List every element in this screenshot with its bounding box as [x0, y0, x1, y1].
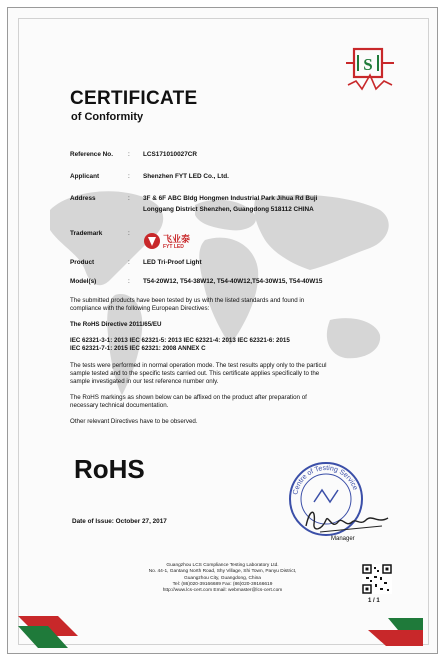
applicant-label: Applicant — [70, 173, 100, 180]
decorative-stripes — [18, 606, 423, 648]
tests-line2: sample tested and to the specific tests carried out. This certificate applies specifically to the — [70, 370, 320, 377]
intro-line1: The submitted products have been tested by us with the listed standards and found in — [70, 297, 305, 304]
footer-phone: Tel: (86)020-39166689 Fax: (86)020-39166619 — [172, 581, 273, 587]
trademark-label: Trademark — [70, 230, 103, 237]
marking-line2: necessary technical documentation. — [70, 402, 169, 409]
address-line1: 3F & 6F ABC Bldg Hongmen Industrial Park Jihua Rd Buji — [143, 195, 318, 202]
reference-colon: : — [128, 151, 130, 158]
tests-line3: sample investigated in our test reference number only. — [70, 378, 219, 385]
trademark-name: 飞业泰 — [163, 234, 191, 244]
footer-web: http://www.lcs-cert.com Email: webmaster@lcs-cert.com — [162, 588, 283, 594]
footer-address1: No. 44-1, Gantang North Road, Shy Village, Shi Town, Panyu District, — [148, 569, 297, 575]
lcs-logo — [344, 45, 396, 97]
manager-label: Manager — [331, 536, 355, 542]
seal-text: Centre of Testing Service — [292, 464, 359, 496]
tests-line1: The tests were performed in normal operation mode. The test results apply only to the particul — [70, 362, 327, 369]
page-number: 1 / 1 — [368, 598, 380, 604]
reference-value: LCS171010027CR — [143, 151, 197, 158]
standards-line1: IEC 62321-3-1: 2013 IEC 62321-5: 2013 IEC 62321-4: 2013 IEC 62321-6: 2015 — [70, 337, 290, 344]
models-value: T54-20W12, T54-38W12, T54-40W12,T54-30W15, T54-40W15 — [143, 278, 323, 285]
certificate-title: CERTIFICATE — [70, 88, 198, 109]
directive-name: The RoHS Directive 2011/65/EU — [70, 321, 162, 328]
standards-line2: IEC 62321-7-1: 2015 IEC 62321: 2008 ANNEX C — [70, 345, 206, 352]
svg-text:S: S — [363, 55, 373, 74]
intro-line2: compliance with the following European Directives: — [70, 305, 210, 312]
models-colon: : — [128, 278, 130, 285]
rohs-mark: RoHS — [74, 454, 145, 484]
product-value: LED Tri-Proof Light — [143, 259, 202, 266]
trademark-sub: FYT LED — [163, 244, 184, 250]
reference-label: Reference No. — [70, 151, 113, 158]
signature — [300, 500, 395, 540]
product-colon: : — [128, 259, 130, 266]
marking-line1: The RoHS markings as shown below can be affixed on the product after preparation of — [70, 394, 307, 401]
applicant-colon: : — [128, 173, 130, 180]
product-label: Product — [70, 259, 95, 266]
trademark-colon: : — [128, 230, 130, 237]
address-colon: : — [128, 195, 130, 202]
models-label: Model(s) — [70, 278, 97, 285]
applicant-value: Shenzhen FYT LED Co., Ltd. — [143, 173, 229, 180]
footer-address2: Guangzhou City, Guangdong, China — [184, 575, 261, 581]
address-line2: Longgang District Shenzhen, Guangdong 518112 CHINA — [143, 206, 314, 213]
issue-date: Date of Issue: October 27, 2017 — [72, 518, 167, 525]
certificate-subtitle: of Conformity — [71, 111, 144, 123]
footer-company: Guangzhou LCS Compliance Testing Laboratory Ltd. — [166, 563, 279, 568]
address-label: Address — [70, 195, 96, 202]
other-directives: Other relevant Directives have to be observed. — [70, 418, 198, 425]
qr-code — [362, 564, 392, 594]
